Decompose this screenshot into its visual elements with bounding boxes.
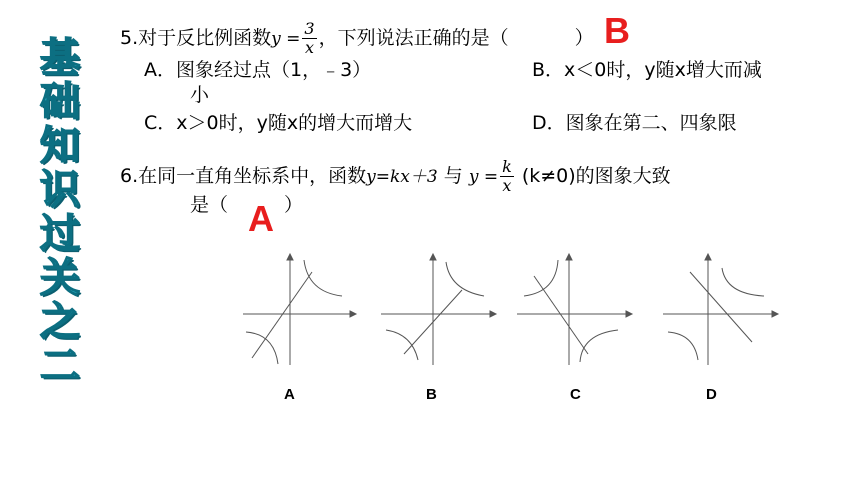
graph-label-a: A xyxy=(284,386,295,403)
q5-fraction xyxy=(302,20,316,57)
q5-stem xyxy=(120,20,594,57)
hyperbola-branch-2 xyxy=(386,330,418,360)
side-title-char: 之 xyxy=(40,299,80,345)
q6-cond: (k≠0)的图象大致 xyxy=(521,165,671,187)
q5-option-d: D．图象在第二、四象限 xyxy=(532,112,737,134)
x-axis-arrow xyxy=(772,311,778,317)
hyperbola-branch-1 xyxy=(304,260,342,296)
q6-linear: y=kx＋3 xyxy=(366,167,438,187)
side-title-char: 过 xyxy=(40,211,80,257)
side-title-char: 知 xyxy=(40,123,80,169)
graph-label-b: B xyxy=(426,386,437,403)
q5-stem-suffix: ，下列说法正确的是（ xyxy=(318,27,509,49)
x-axis-arrow xyxy=(626,311,632,317)
q6-answer: A xyxy=(248,198,274,239)
hyperbola-branch-2 xyxy=(580,330,618,362)
side-title-char: 识 xyxy=(40,167,80,213)
q5-stem-close: ） xyxy=(574,27,594,49)
side-title xyxy=(22,36,98,388)
q6-stem-line2 xyxy=(190,190,303,217)
q6-func-den: x xyxy=(502,176,512,195)
q5-option-a: A．图象经过点（1，﹣3） xyxy=(144,59,372,81)
graph-label-d: D xyxy=(706,386,717,403)
y-axis-arrow xyxy=(566,254,572,260)
hyperbola-branch-1 xyxy=(524,260,558,296)
line-graph xyxy=(252,272,312,358)
q6-func-lhs: y = xyxy=(468,167,499,187)
q5-func-den: x xyxy=(304,38,315,57)
side-title-char: 基 xyxy=(40,35,80,81)
q6-stem-prefix: 6.在同一直角坐标系中，函数 xyxy=(120,165,367,187)
hyperbola-branch-1 xyxy=(446,262,484,296)
q6-line2-prefix: 是（ xyxy=(190,194,229,216)
graph-c xyxy=(514,250,634,370)
side-title-char: 础 xyxy=(40,79,80,125)
q5-func-lhs: y = xyxy=(271,29,301,49)
graph-d xyxy=(660,250,780,370)
graph-a xyxy=(238,250,358,370)
q5-answer: B xyxy=(604,10,630,51)
side-title-char: 二 xyxy=(40,343,80,389)
q6-stem-mid: 与 xyxy=(443,165,463,187)
q6-fraction xyxy=(500,158,514,195)
line-graph xyxy=(690,272,752,342)
hyperbola-branch-2 xyxy=(668,332,698,360)
q5-option-c: C．x＞0时，y随x的增大而增大 xyxy=(144,112,413,134)
line-graph xyxy=(534,276,588,354)
q5-option-b: B．x＜0时，y随x增大而减 xyxy=(532,59,762,81)
graph-label-c: C xyxy=(570,386,581,403)
q5-func-num: 3 xyxy=(304,19,315,38)
q6-func-num: k xyxy=(502,157,512,176)
hyperbola-branch-2 xyxy=(246,332,278,364)
y-axis-arrow xyxy=(287,254,293,260)
q6-line2-close: ） xyxy=(284,194,304,216)
q5-option-b-cont: 小 xyxy=(190,84,210,106)
x-axis-arrow xyxy=(350,311,356,317)
side-title-char: 关 xyxy=(40,255,80,301)
y-axis-arrow xyxy=(705,254,711,260)
y-axis-arrow xyxy=(430,254,436,260)
x-axis-arrow xyxy=(490,311,496,317)
graph-b xyxy=(378,250,498,370)
q5-stem-prefix: 5.对于反比例函数 xyxy=(120,27,272,49)
hyperbola-branch-1 xyxy=(722,268,764,296)
